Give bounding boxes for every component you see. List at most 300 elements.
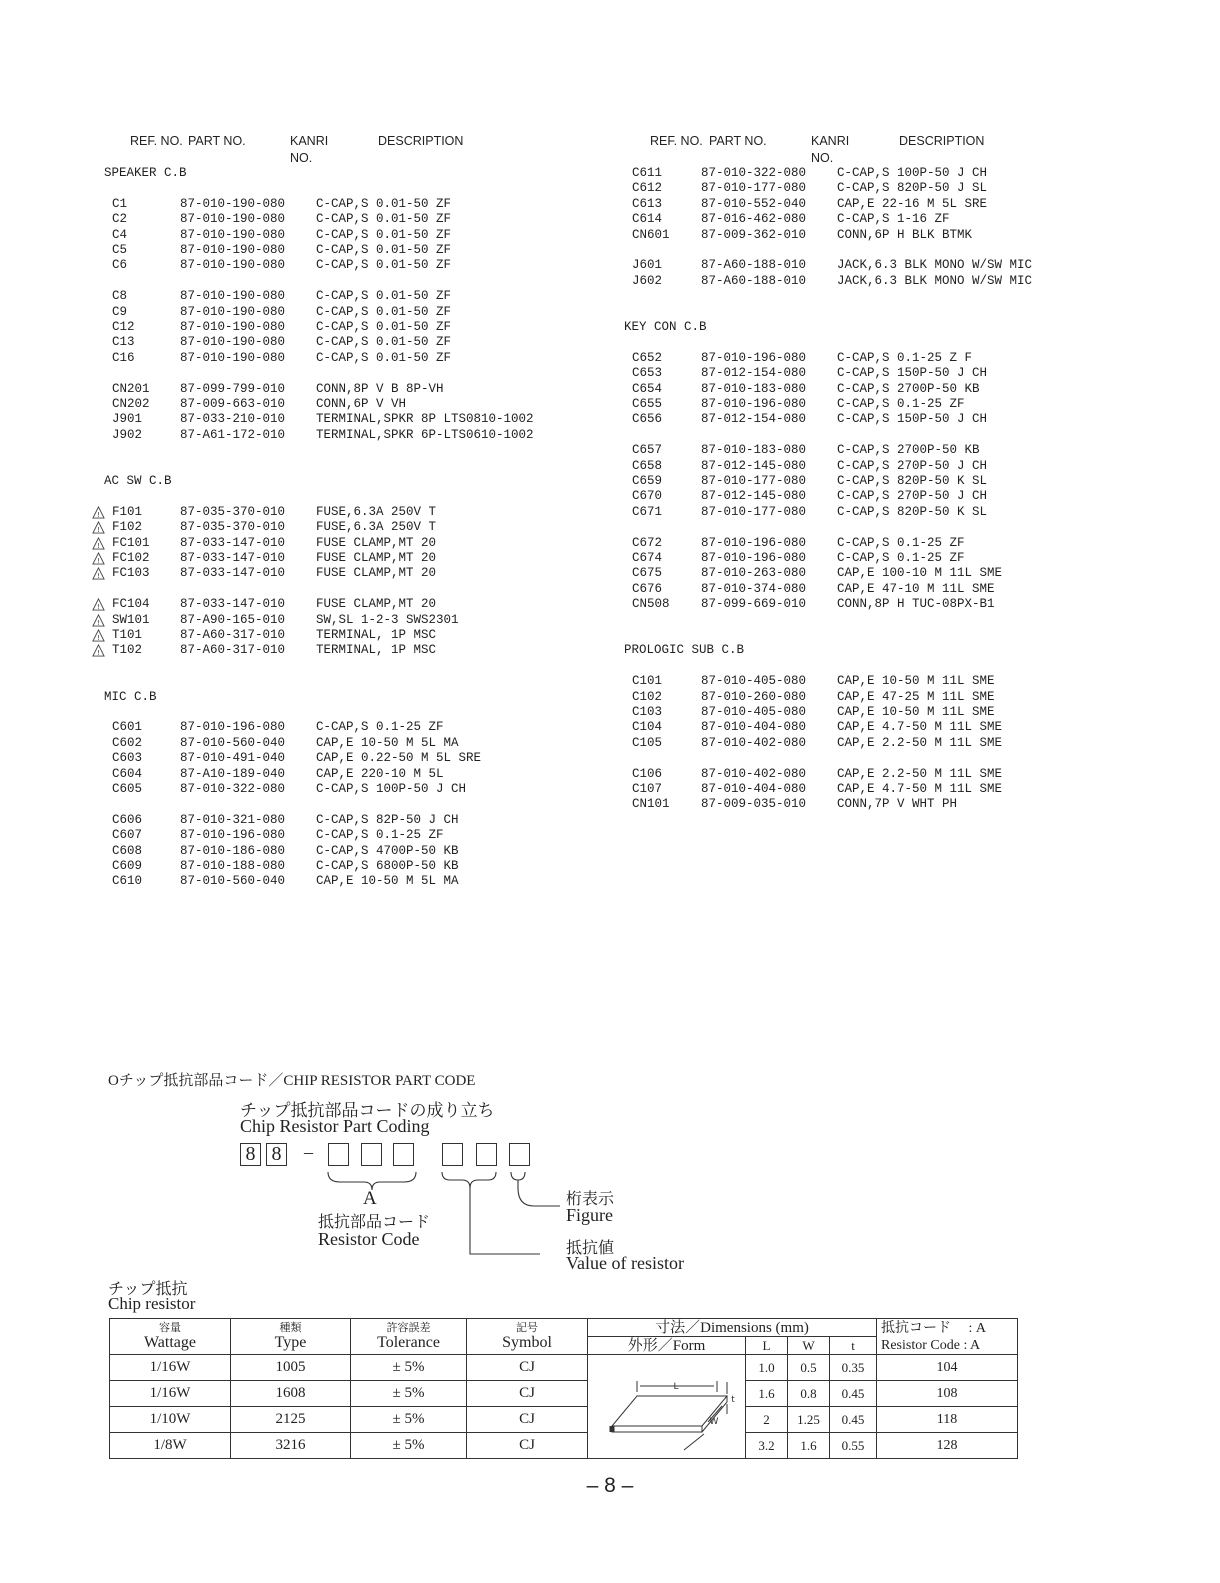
part-description: FUSE CLAMP,MT 20 — [316, 566, 437, 581]
ref-number: FC102 — [112, 551, 150, 565]
part-number: 87-010-405-080 — [701, 674, 807, 689]
ref-number: C101 — [632, 674, 663, 689]
ref-number: J902 — [112, 427, 143, 442]
part-number: 87-012-154-080 — [701, 412, 807, 427]
part-description: C-CAP,S 0.01-50 ZF — [316, 335, 452, 350]
table-row — [110, 1381, 1018, 1407]
type-cell: 1005 — [231, 1355, 351, 1381]
part-description: CAP,E 220-10 M 5L — [316, 766, 444, 781]
svg-text:!: ! — [97, 509, 100, 519]
ref-number: C612 — [632, 181, 663, 196]
resistor-code-jp: 抵抗部品コード — [318, 1214, 431, 1231]
code-digit-box: 8 — [240, 1143, 261, 1166]
ref-number: C610 — [112, 874, 143, 889]
part-number: 87-010-560-040 — [180, 735, 286, 750]
svg-text:!: ! — [97, 602, 100, 612]
value-en: Value of resistor — [566, 1253, 684, 1273]
ref-number: C2 — [112, 212, 128, 227]
part-no-header: PART NO. — [709, 134, 767, 148]
symbol-header-en: Symbol — [502, 1334, 552, 1351]
part-description: C-CAP,S 2700P-50 KB — [837, 443, 980, 458]
ref-number: J602 — [632, 273, 663, 288]
ref-number: T101 — [112, 628, 143, 642]
length-header: L — [746, 1337, 788, 1355]
ref-number: C604 — [112, 766, 143, 781]
ref-number: C16 — [112, 350, 135, 365]
length-cell: 1.6 — [746, 1381, 788, 1407]
part-number: 87-010-402-080 — [701, 766, 807, 781]
part-number: 87-010-190-080 — [180, 212, 286, 227]
code-box — [476, 1143, 497, 1166]
part-number: 87-010-552-040 — [701, 196, 807, 211]
part-description: CAP,E 2.2-50 M 11L SME — [837, 735, 1003, 750]
table-row — [110, 1407, 1018, 1433]
ref-number: C4 — [112, 227, 128, 242]
part-description: TERMINAL,SPKR 8P LTS0810-1002 — [316, 412, 534, 427]
tolerance-cell: ± 5% — [351, 1407, 467, 1433]
part-description: CAP,E 4.7-50 M 11L SME — [837, 782, 1003, 796]
ref-number: FC104 — [112, 597, 150, 612]
symbol-cell: CJ — [467, 1407, 588, 1433]
part-description: CONN,6P V VH — [316, 397, 407, 411]
ref-number: C13 — [112, 335, 135, 350]
part-number: 87-033-147-010 — [180, 551, 286, 565]
part-number: 87-010-321-080 — [180, 812, 286, 827]
part-description: CAP,E 22-16 M 5L SRE — [837, 196, 988, 211]
ref-number: C605 — [112, 782, 143, 796]
ref-number: C9 — [112, 304, 128, 319]
part-description: C-CAP,S 0.1-25 ZF — [316, 828, 444, 843]
part-number: 87-010-263-080 — [701, 566, 807, 581]
part-number: 87-033-147-010 — [180, 597, 286, 612]
part-number: 87-012-145-080 — [701, 489, 807, 504]
part-number: 87-010-190-080 — [180, 258, 286, 273]
part-description: CONN,6P H BLK BTMK — [837, 227, 973, 242]
ref-number: FC103 — [112, 566, 150, 581]
thickness-cell: 0.45 — [830, 1407, 877, 1433]
part-number: 87-010-183-080 — [701, 443, 807, 458]
code-dash: – — [304, 1142, 313, 1162]
symbol-cell: CJ — [467, 1355, 588, 1381]
kanri-header: KANRI — [811, 134, 850, 148]
chip-resistor-table — [109, 1318, 1018, 1459]
type-header-jp: 種類 — [279, 1322, 302, 1334]
part-number: 87-010-196-080 — [701, 535, 807, 550]
kanri-no-header: NO. — [811, 151, 834, 165]
ref-number: CN201 — [112, 381, 150, 396]
part-description: CAP,E 10-50 M 5L MA — [316, 874, 459, 889]
coding-title-en: Chip Resistor Part Coding — [240, 1116, 430, 1136]
part-number: 87-010-177-080 — [701, 181, 807, 196]
part-description: CAP,E 47-25 M 11L SME — [837, 689, 995, 704]
part-number: 87-010-188-080 — [180, 859, 286, 873]
part-description: C-CAP,S 100P-50 J CH — [316, 782, 467, 796]
part-description: FUSE,6.3A 250V T — [316, 520, 437, 535]
ref-number: C614 — [632, 212, 663, 227]
width-header: W — [788, 1337, 830, 1355]
part-description: CAP,E 4.7-50 M 11L SME — [837, 720, 1003, 735]
length-cell: 2 — [746, 1407, 788, 1433]
part-number: 87-010-190-080 — [180, 289, 286, 304]
ref-number: C6 — [112, 258, 128, 273]
resistor-code-cell: 108 — [877, 1381, 1018, 1407]
wattage-header-en: Wattage — [143, 1334, 196, 1351]
resistor-code-en: Resistor Code — [318, 1229, 420, 1249]
type-cell: 1608 — [231, 1381, 351, 1407]
part-number: 87-A60-188-010 — [701, 273, 807, 288]
part-number: 87-012-154-080 — [701, 366, 807, 381]
svg-text:!: ! — [97, 617, 100, 627]
ref-number: C102 — [632, 689, 663, 704]
resistor-code-header — [877, 1319, 1018, 1355]
ref-number: C657 — [632, 443, 663, 458]
ref-number: C672 — [632, 535, 663, 550]
part-description: FUSE CLAMP,MT 20 — [316, 535, 437, 550]
part-number: 87-099-799-010 — [180, 381, 286, 396]
width-cell: 0.5 — [788, 1355, 830, 1381]
part-number: 87-010-186-080 — [180, 843, 286, 858]
ref-number: C613 — [632, 196, 663, 211]
part-description: CAP,E 10-50 M 5L MA — [316, 735, 459, 750]
description-header: DESCRIPTION — [899, 134, 985, 148]
part-description: C-CAP,S 82P-50 J CH — [316, 812, 459, 827]
ref-number: SW101 — [112, 612, 150, 627]
part-description: FUSE CLAMP,MT 20 — [316, 551, 437, 565]
wattage-header — [110, 1319, 231, 1355]
width-cell: 1.6 — [788, 1433, 830, 1459]
code-box — [509, 1143, 530, 1166]
ref-number: C658 — [632, 458, 663, 473]
resistor-code-header-en: Resistor Code : A — [881, 1337, 981, 1353]
type-cell: 3216 — [231, 1433, 351, 1459]
wattage-cell: 1/16W — [110, 1355, 231, 1381]
part-number: 87-010-404-080 — [701, 782, 807, 796]
part-description: JACK,6.3 BLK MONO W/SW MIC — [837, 273, 1033, 288]
part-description: TERMINAL,SPKR 6P-LTS0610-1002 — [316, 427, 534, 442]
part-description: C-CAP,S 0.01-50 ZF — [316, 196, 452, 211]
part-number: 87-009-035-010 — [701, 797, 807, 812]
ref-number: C608 — [112, 843, 143, 858]
kanri-no-header: NO. — [290, 151, 313, 165]
part-number: 87-010-404-080 — [701, 720, 807, 735]
tolerance-cell: ± 5% — [351, 1355, 467, 1381]
ref-number: C652 — [632, 350, 663, 365]
svg-text:!: ! — [97, 540, 100, 550]
svg-text:!: ! — [97, 633, 100, 642]
symbol-header-jp: 記号 — [516, 1322, 538, 1334]
ref-number: C106 — [632, 766, 663, 781]
section-title: AC SW C.B — [104, 474, 172, 488]
part-number: 87-010-190-080 — [180, 243, 286, 257]
type-header — [231, 1319, 351, 1355]
resistor-code-cell: 128 — [877, 1433, 1018, 1459]
type-header-en: Type — [274, 1334, 307, 1351]
section-title: PROLOGIC SUB C.B — [624, 643, 745, 658]
ref-number: C671 — [632, 504, 663, 519]
part-number: 87-010-196-080 — [701, 397, 807, 411]
part-number: 87-A60-317-010 — [180, 643, 286, 658]
code-box — [328, 1143, 349, 1166]
part-description: C-CAP,S 0.01-50 ZF — [316, 258, 452, 273]
part-number: 87-010-322-080 — [180, 782, 286, 796]
part-description: C-CAP,S 0.1-25 ZF — [837, 551, 965, 565]
figure-en: Figure — [566, 1205, 613, 1225]
ref-number: C676 — [632, 581, 663, 596]
ref-number: C107 — [632, 782, 663, 796]
ref-number: CN508 — [632, 597, 670, 612]
part-description: C-CAP,S 270P-50 J CH — [837, 458, 988, 473]
resistor-code-cell: 118 — [877, 1407, 1018, 1433]
ref-number: C1 — [112, 196, 128, 211]
warning-icon — [92, 629, 105, 642]
svg-text:!: ! — [97, 571, 100, 581]
part-number: 87-A60-188-010 — [701, 258, 807, 273]
part-description: CONN,8P H TUC-08PX-B1 — [837, 597, 995, 612]
part-number: 87-009-663-010 — [180, 397, 286, 411]
width-cell: 0.8 — [788, 1381, 830, 1407]
part-description: CONN,8P V B 8P-VH — [316, 381, 444, 396]
warning-icon — [92, 614, 105, 627]
ref-number: C103 — [632, 705, 663, 719]
ref-number: C603 — [112, 751, 143, 766]
code-box — [361, 1143, 382, 1166]
length-label: L — [672, 1382, 679, 1392]
part-number: 87-033-147-010 — [180, 566, 286, 581]
part-description: C-CAP,S 0.01-50 ZF — [316, 289, 452, 304]
ref-number: CN601 — [632, 227, 670, 242]
type-cell: 2125 — [231, 1407, 351, 1433]
part-number: 87-010-177-080 — [701, 474, 807, 488]
svg-text:!: ! — [97, 556, 100, 565]
thickness-header: t — [830, 1337, 877, 1355]
part-description: JACK,6.3 BLK MONO W/SW MIC — [837, 258, 1033, 273]
part-number: 87-010-196-080 — [701, 350, 807, 365]
part-number: 87-099-669-010 — [701, 597, 807, 612]
wattage-cell: 1/16W — [110, 1381, 231, 1407]
wattage-cell: 1/8W — [110, 1433, 231, 1459]
width-cell: 1.25 — [788, 1407, 830, 1433]
ref-number: C8 — [112, 289, 128, 304]
thickness-label: t — [730, 1395, 735, 1405]
warning-icon — [92, 506, 105, 519]
kanri-header: KANRI — [290, 134, 329, 148]
part-number: 87-010-190-080 — [180, 196, 286, 211]
part-number: 87-009-362-010 — [701, 227, 807, 242]
ref-number: CN202 — [112, 397, 150, 411]
tolerance-header-jp: 許容誤差 — [386, 1322, 431, 1334]
part-number: 87-010-190-080 — [180, 320, 286, 334]
part-number: 87-035-370-010 — [180, 520, 286, 535]
part-no-header: PART NO. — [188, 134, 246, 148]
part-number: 87-010-196-080 — [180, 828, 286, 843]
part-description: C-CAP,S 0.01-50 ZF — [316, 227, 452, 242]
symbol-header — [467, 1319, 588, 1355]
ref-number: C601 — [112, 720, 143, 735]
symbol-cell: CJ — [467, 1381, 588, 1407]
ref-number: C670 — [632, 489, 663, 504]
thickness-cell: 0.55 — [830, 1433, 877, 1459]
length-cell: 1.0 — [746, 1355, 788, 1381]
part-number: 87-010-405-080 — [701, 705, 807, 719]
ref-number: T102 — [112, 643, 143, 658]
section-title: KEY CON C.B — [624, 320, 707, 334]
part-description: C-CAP,S 1-16 ZF — [837, 212, 950, 227]
tolerance-cell: ± 5% — [351, 1433, 467, 1459]
code-part-a-label: A — [363, 1188, 377, 1209]
part-number: 87-033-147-010 — [180, 535, 286, 550]
description-header: DESCRIPTION — [378, 134, 464, 148]
part-number: 87-A60-317-010 — [180, 628, 286, 642]
ref-number: C653 — [632, 366, 663, 381]
part-description: C-CAP,S 820P-50 J SL — [837, 181, 988, 196]
ref-number: C104 — [632, 720, 663, 735]
code-box — [393, 1143, 414, 1166]
ref-number: C105 — [632, 735, 663, 750]
ref-number: C606 — [112, 812, 143, 827]
part-number: 87-010-190-080 — [180, 335, 286, 350]
warning-icon — [92, 644, 105, 657]
part-number: 87-010-491-040 — [180, 751, 286, 766]
ref-number: C607 — [112, 828, 143, 843]
part-number: 87-010-322-080 — [701, 166, 807, 180]
part-description: FUSE CLAMP,MT 20 — [316, 597, 437, 612]
resistor-code-header-jp: 抵抗コード : A — [881, 1320, 986, 1336]
part-number: 87-016-462-080 — [701, 212, 807, 227]
part-number: 87-A10-189-040 — [180, 766, 286, 781]
chip-resistor-en: Chip resistor — [108, 1294, 196, 1313]
wattage-header-jp: 容量 — [159, 1322, 181, 1334]
section-title: SPEAKER C.B — [104, 166, 187, 180]
part-number: 87-010-190-080 — [180, 227, 286, 242]
ref-number: C675 — [632, 566, 663, 581]
part-description: C-CAP,S 0.01-50 ZF — [316, 350, 452, 365]
width-label: W — [709, 1417, 718, 1427]
part-description: C-CAP,S 0.01-50 ZF — [316, 212, 452, 227]
part-number: 87-033-210-010 — [180, 412, 286, 427]
ref-no-header: REF. NO. — [130, 134, 183, 148]
svg-text:!: ! — [97, 525, 100, 535]
part-number: 87-010-260-080 — [701, 689, 807, 704]
warning-icon — [92, 552, 105, 565]
part-number: 87-A61-172-010 — [180, 427, 286, 442]
part-description: C-CAP,S 0.1-25 Z F — [837, 350, 973, 365]
part-description: C-CAP,S 0.1-25 ZF — [837, 535, 965, 550]
part-description: C-CAP,S 820P-50 K SL — [837, 504, 988, 519]
part-description: C-CAP,S 0.1-25 ZF — [316, 720, 444, 735]
part-number: 87-A90-165-010 — [180, 612, 286, 627]
part-description: CAP,E 2.2-50 M 11L SME — [837, 766, 1003, 781]
ref-number: CN101 — [632, 797, 670, 812]
part-description: SW,SL 1-2-3 SWS2301 — [316, 612, 459, 627]
part-description: C-CAP,S 150P-50 J CH — [837, 366, 988, 381]
ref-number: C5 — [112, 243, 128, 257]
warning-icon — [92, 521, 105, 534]
ref-number: C602 — [112, 735, 143, 750]
chip-resistor-title: Oチップ抵抗部品コード／CHIP RESISTOR PART CODE — [108, 1073, 476, 1089]
tolerance-header — [351, 1319, 467, 1355]
part-number: 87-010-190-080 — [180, 350, 286, 365]
part-number: 87-035-370-010 — [180, 504, 286, 519]
section-title: MIC C.B — [104, 689, 157, 704]
part-description: C-CAP,S 100P-50 J CH — [837, 166, 988, 180]
tolerance-cell: ± 5% — [351, 1381, 467, 1407]
part-number: 87-010-402-080 — [701, 735, 807, 750]
warning-icon — [92, 567, 105, 580]
part-description: CAP,E 47-10 M 11L SME — [837, 581, 995, 596]
tolerance-header-en: Tolerance — [377, 1334, 440, 1351]
part-number: 87-010-196-080 — [180, 720, 286, 735]
part-number: 87-010-560-040 — [180, 874, 286, 889]
svg-text:!: ! — [97, 648, 100, 658]
part-number: 87-010-177-080 — [701, 504, 807, 519]
part-description: CAP,E 100-10 M 11L SME — [837, 566, 1003, 581]
ref-number: C674 — [632, 551, 663, 565]
part-number: 87-012-145-080 — [701, 458, 807, 473]
ref-no-header: REF. NO. — [650, 134, 703, 148]
part-description: TERMINAL, 1P MSC — [316, 643, 437, 658]
ref-number: C609 — [112, 859, 143, 873]
figure-jp: 桁表示 — [566, 1191, 615, 1208]
part-description: C-CAP,S 6800P-50 KB — [316, 859, 459, 873]
code-box — [442, 1143, 463, 1166]
form-diagram-cell — [588, 1355, 746, 1459]
part-description: C-CAP,S 0.01-50 ZF — [316, 243, 452, 257]
part-description: C-CAP,S 150P-50 J CH — [837, 412, 988, 427]
ref-number: F102 — [112, 520, 143, 535]
part-description: C-CAP,S 820P-50 K SL — [837, 474, 988, 488]
ref-number: C611 — [632, 166, 663, 180]
part-number: 87-010-190-080 — [180, 304, 286, 319]
part-description: CONN,7P V WHT PH — [837, 797, 958, 812]
ref-number: C654 — [632, 381, 663, 396]
thickness-cell: 0.45 — [830, 1381, 877, 1407]
ref-number: C12 — [112, 320, 135, 334]
chip-resistor-jp: チップ抵抗 — [108, 1281, 188, 1298]
chip-form-diagram — [592, 1356, 742, 1452]
part-description: C-CAP,S 2700P-50 KB — [837, 381, 980, 396]
table-row — [110, 1355, 1018, 1381]
ref-number: C659 — [632, 474, 663, 488]
value-jp: 抵抗値 — [566, 1240, 615, 1257]
wattage-cell: 1/10W — [110, 1407, 231, 1433]
ref-number: C655 — [632, 397, 663, 411]
part-description: C-CAP,S 0.1-25 ZF — [837, 397, 965, 411]
part-description: CAP,E 10-50 M 11L SME — [837, 705, 995, 719]
ref-number: J901 — [112, 412, 143, 427]
part-description: C-CAP,S 4700P-50 KB — [316, 843, 459, 858]
part-number: 87-010-374-080 — [701, 581, 807, 596]
warning-icon — [92, 598, 105, 611]
part-description: C-CAP,S 0.01-50 ZF — [316, 304, 452, 319]
code-digits — [240, 1143, 292, 1166]
coding-title-jp: チップ抵抗部品コードの成り立ち — [240, 1101, 495, 1120]
ref-number: F101 — [112, 504, 143, 519]
warning-icon — [92, 537, 105, 550]
ref-number: C656 — [632, 412, 663, 427]
part-description: FUSE,6.3A 250V T — [316, 504, 437, 519]
form-header: 外形／Form — [588, 1337, 746, 1355]
part-description: CAP,E 10-50 M 11L SME — [837, 674, 995, 689]
table-row — [110, 1433, 1018, 1459]
part-number: 87-010-183-080 — [701, 381, 807, 396]
part-description: C-CAP,S 0.01-50 ZF — [316, 320, 452, 334]
part-description: TERMINAL, 1P MSC — [316, 628, 437, 642]
ref-number: FC101 — [112, 535, 150, 550]
resistor-code-cell: 104 — [877, 1355, 1018, 1381]
dimensions-header: 寸法／Dimensions (mm) — [588, 1319, 877, 1337]
part-number: 87-010-196-080 — [701, 551, 807, 565]
part-description: C-CAP,S 270P-50 J CH — [837, 489, 988, 504]
